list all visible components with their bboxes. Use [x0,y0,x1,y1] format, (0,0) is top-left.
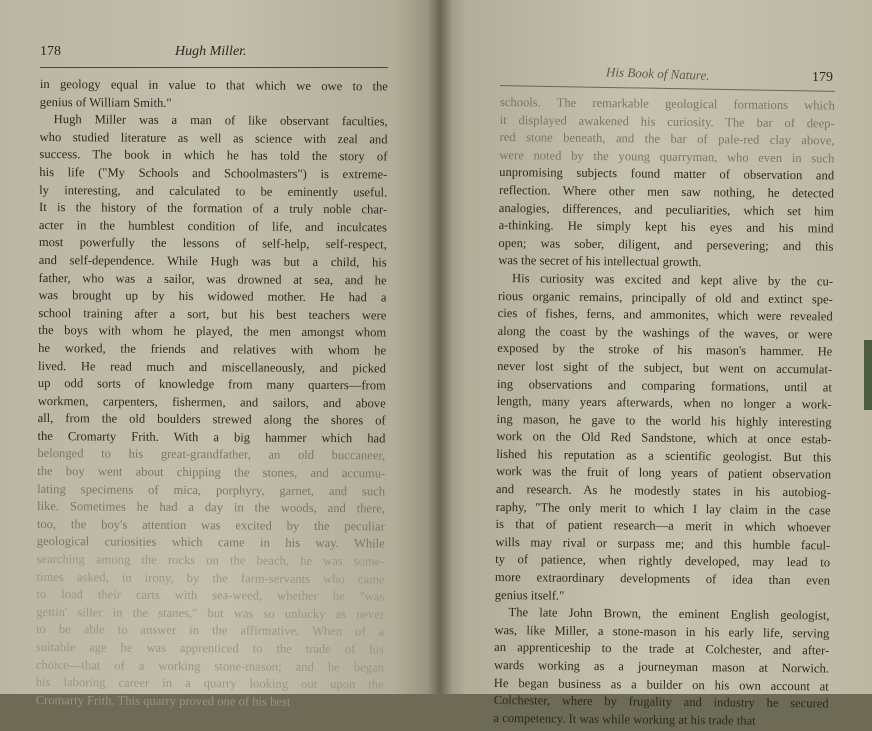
page-edge-marker [864,340,872,410]
text-line: to load their carts with sea-weed, whether he "was [36,587,385,604]
text-line: wards working as a journeyman mason at Norwich. [493,657,830,676]
text-line: open; was sober, diligent, and persevering; and this [498,235,834,254]
text-line: rious organic remains, principally of old and extinct spe- [497,288,833,307]
text-line: He began business as a builder on his own account at [493,675,829,694]
text-line: the boy went about chipping the stones, and accumu- [37,464,386,481]
text-line: work was the fruit of long years of patient observation [495,464,832,482]
header-rule [40,67,388,68]
page-number: 179 [812,70,833,85]
text-line: the boys with whom he played, the men amongst whom [38,323,387,340]
text-line: geological curiosities which came in his way. While [36,534,385,551]
text-line: most powerfully the lessons of self-help, self-respect, [38,235,387,252]
text-line: schools. The remarkable geological formations which [499,94,835,113]
header-rule [500,85,835,92]
text-line: the Cromarty Frith. With a big hammer which had [37,428,386,446]
text-line: along the coast by the washings of the waves, or were [497,323,833,342]
text-line: and self-dependence. While Hugh was but a child, his [38,252,387,270]
text-line: his laboring career in a quarry looking out upon the [35,675,384,692]
text-line: ing mason, he gave to the world his highly interesting [496,411,832,430]
text-line: success. The book in which he has told the story of [39,147,388,164]
text-line: unpromising subjects found matter of observation and [499,165,835,183]
text-line: cies of fishes, ferns, and ammonites, which were revealed [497,306,833,324]
text-line: never lost sight of the subject, but went on accumulat- [497,358,833,377]
page-body-text [36,76,388,712]
text-line: was, like Miller, a stone-mason in his early life, serving [494,622,830,641]
text-line: ty of patience, when rightly developed, may lead to [495,552,831,570]
text-line: times asked, in irony, by the farm-servants who came [36,569,385,587]
text-line: genius of William Smith." [39,94,172,110]
text-line: to be able to answer in the affirmative. When of a [36,622,385,639]
book-gutter [428,0,452,694]
text-line: choice—that of a working stone-mason; and he began [35,657,384,675]
text-line: ly interesting, and calculated to be eminently useful. [39,182,388,199]
text-line: in geology equal in value to that which we owe to the [39,76,388,94]
text-line: Colchester, where by frugality and industry he secured [493,693,829,711]
running-title: Hugh Miller. [175,44,247,59]
text-line: father, who was a sailor, was drowned at sea, and he [38,270,387,287]
text-line: work on the Old Red Sandstone, which at once estab- [496,429,832,447]
text-line: was the secret of his intellectual growth. [498,253,702,270]
text-line: belonged to his great-grandfather, an old buccaneer, [37,446,386,463]
text-line: reflection. Where other men saw nothing, he detected [498,182,835,201]
text-line: it displayed awakened his curiosity. The bar of deep- [499,112,835,131]
text-line: too, the boy's attention was excited by the peculiar [36,516,385,534]
text-line: lating specimens of mica, porphyry, garnet, and such [37,481,386,499]
text-line: up odd sorts of knowledge from many quarters—from [37,376,386,393]
text-line: Cromarty Frith. This quarry proved one of his best [35,692,291,709]
text-line: workmen, carpenters, fishermen, and sailors, and above [37,393,386,411]
text-line: His curiosity was excited and kept alive by the cu- [511,271,834,289]
text-line: like. Sometimes he had a day in the woods, and there, [36,499,386,516]
text-line: gettin' siller in the stanes," but was so unlucky as never [36,604,385,622]
text-line: an apprenticeship to the trade at Colchester, and after- [494,640,830,658]
text-line: genius itself." [494,587,565,603]
text-line: a-thinking. He simply kept his eyes and his mind [498,218,834,236]
text-line: lived. He read much and miscellaneously, and picked [37,358,387,375]
text-line: analogies, differences, and peculiarities, which set him [498,200,834,219]
text-line: were noted by the young quarryman, who even in such [499,147,835,166]
text-line: exposed by the stroke of his mason's hammer. He [497,341,833,359]
text-line: length, many years afterwards, when no longer a work- [496,394,832,412]
right-page [440,0,872,728]
running-title: His Book of Nature. [605,64,710,83]
text-line: and research. As he modestly states in his autobiog- [495,482,831,500]
left-page [0,0,440,709]
text-line: wills may rival or surpass me; and this humble facul- [495,534,831,553]
text-line: Hugh Miller was a man of like observant faculties, [53,112,388,129]
text-line: his life ("My Schools and Schoolmasters") is extreme- [39,164,388,182]
text-line: school training after a sort, but his best teachers were [38,305,387,323]
text-line: a competency. It was while working at his trade that [493,710,756,728]
page-number: 178 [40,44,61,59]
text-line: The late John Brown, the eminent English geologist, [508,605,830,623]
text-line: lished his reputation as a scientific geologist. But this [496,446,832,465]
text-line: more extraordinary developments of idea than even [494,570,830,588]
text-line: was brought up by his widowed mother. He had a [38,288,387,305]
text-line: he worked, the friends and relatives with whom he [38,340,387,358]
text-line: red stone beneath, and the bar of pale-red clay above, [499,130,835,148]
text-line: searching among the rocks on the beach, he was some- [36,552,385,569]
text-line: raphy, "The only merit to which I lay claim in the case [495,499,831,518]
page-body-text [493,94,835,731]
text-line: who studied literature as well as science with zeal and [39,129,388,147]
text-line: is that of patient research—a merit in which whoever [495,517,831,535]
text-line: suitable age he was apprenticed to the trade of his [35,639,385,657]
text-line: ing observations and comparing formations, until at [496,376,833,394]
text-line: acter in the humblest condition of life, and inculcates [38,217,388,235]
text-line: all, from the old boulders strewed along the shores of [37,411,386,428]
text-line: It is the history of the formation of a truly noble char- [39,200,388,217]
